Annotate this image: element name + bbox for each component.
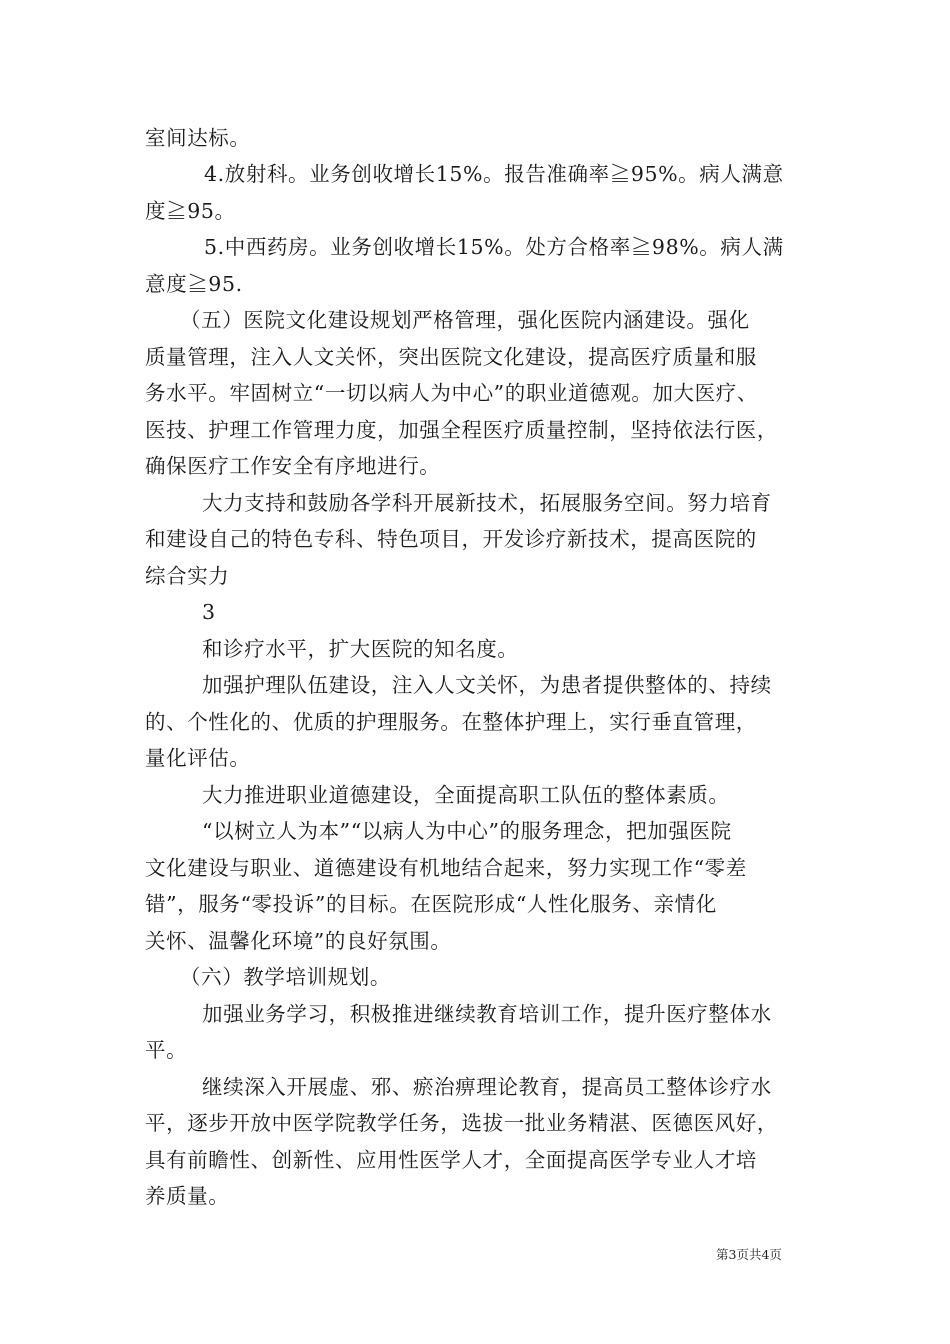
text-line: 5.中西药房。业务创收增长15%。处方合格率≧98%。病人满 [204,235,784,259]
text-line: 关怀、温馨化环境”的良好氛围。 [145,929,452,953]
text-line: 度≧95。 [145,199,236,223]
section-heading-6: （六）教学培训规划。 [180,965,391,989]
text-line: “以树立人为本”“以病人为中心”的服务理念，把加强医院 [202,819,732,843]
text-line: 4.放射科。业务创收增长15%。报告准确率≧95%。病人满意 [204,162,784,186]
text-line: 文化建设与职业、道德建设有机地结合起来，努力实现工作“零差 [145,856,747,880]
text-line: 养质量。 [145,1184,230,1208]
text-line: 大力推进职业道德建设，全面提高职工队伍的整体素质。 [202,783,730,807]
text-line: 意度≧95. [145,272,243,296]
text-line: 加强护理队伍建设，注入人文关怀，为患者提供整体的、持续 [202,673,772,697]
text-line: 的、个性化的、优质的护理服务。在整体护理上，实行垂直管理， [145,710,757,734]
text-line: 大力支持和鼓励各学科开展新技术，拓展服务空间。努力培育 [202,491,772,515]
text-line: 加强业务学习，积极推进继续教育培训工作，提升医疗整体水 [202,1002,772,1026]
text-line: 务水平。牢固树立“一切以病人为中心”的职业道德观。加大医疗、 [145,381,758,405]
text-line: 量化评估。 [145,746,251,770]
text-line: 室间达标。 [145,126,251,150]
text-line: 错”，服务“零投诉”的目标。在医院形成“人性化服务、亲情化 [145,892,717,916]
text-line: 确保医疗工作安全有序地进行。 [145,454,441,478]
inline-page-number: 3 [202,600,216,624]
text-line: 医技、护理工作管理力度，加强全程医疗质量控制，坚持依法行医， [145,418,778,442]
text-line: 具有前瞻性、创新性、应用性医学人才，全面提高医学专业人才培 [145,1148,757,1172]
page-footer: 第3页共4页 [716,1247,782,1262]
text-line: 和建设自己的特色专科、特色项目，开发诊疗新技术，提高医院的 [145,527,757,551]
text-line: 质量管理，注入人文关怀，突出医院文化建设，提高医疗质量和服 [145,345,757,369]
text-line: 综合实力 [145,564,230,588]
text-line: 继续深入开展虚、邪、瘀治痹理论教育，提高员工整体诊疗水 [202,1075,772,1099]
text-line: 平，逐步开放中医学院教学任务，选拔一批业务精湛、医德医风好， [145,1111,778,1135]
text-line: 平。 [145,1038,188,1062]
text-line: 和诊疗水平，扩大医院的知名度。 [202,637,519,661]
section-heading-5: （五）医院文化建设规划严格管理，强化医院内涵建设。强化 [180,308,750,332]
